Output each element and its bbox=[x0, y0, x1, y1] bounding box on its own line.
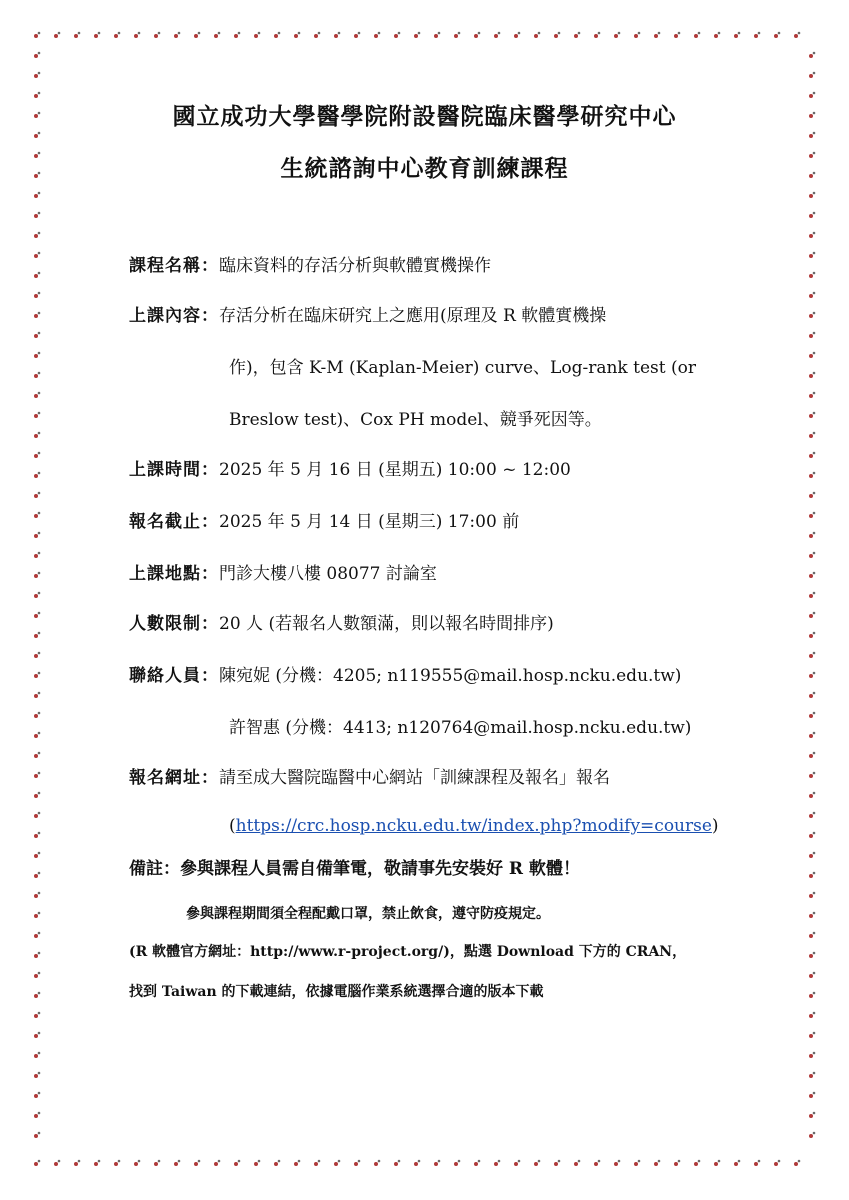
border-motif bbox=[274, 32, 280, 38]
border-motif bbox=[794, 32, 800, 38]
border-motif bbox=[809, 132, 815, 138]
web-label: 報名網址： bbox=[129, 768, 219, 788]
border-motif bbox=[809, 372, 815, 378]
contact-1: 陳宛妮 (分機：4205; n119555@mail.hosp.ncku.edu.tw) bbox=[219, 666, 682, 686]
border-motif bbox=[734, 32, 740, 38]
border-motif bbox=[374, 1160, 380, 1166]
course-name-row bbox=[129, 254, 491, 278]
border-motif bbox=[174, 1160, 180, 1166]
border-motif bbox=[594, 32, 600, 38]
deadline-row bbox=[129, 510, 519, 534]
border-motif bbox=[34, 232, 40, 238]
border-motif bbox=[314, 1160, 320, 1166]
border-motif bbox=[234, 32, 240, 38]
border-motif bbox=[114, 32, 120, 38]
border-motif bbox=[34, 1052, 40, 1058]
border-motif bbox=[809, 612, 815, 618]
border-motif bbox=[34, 432, 40, 438]
border-motif bbox=[809, 972, 815, 978]
border-motif bbox=[434, 1160, 440, 1166]
border-motif bbox=[34, 892, 40, 898]
border-motif bbox=[34, 612, 40, 618]
border-motif bbox=[514, 32, 520, 38]
border-motif bbox=[34, 252, 40, 258]
border-motif bbox=[774, 1160, 780, 1166]
border-motif bbox=[34, 1032, 40, 1038]
border-motif bbox=[414, 32, 420, 38]
border-motif bbox=[809, 412, 815, 418]
web-link-open: ( bbox=[229, 816, 236, 836]
border-motif bbox=[34, 512, 40, 518]
border-motif bbox=[34, 72, 40, 78]
border-motif bbox=[809, 512, 815, 518]
border-motif bbox=[574, 1160, 580, 1166]
border-motif bbox=[74, 1160, 80, 1166]
border-motif bbox=[154, 1160, 160, 1166]
border-motif bbox=[334, 32, 340, 38]
border-motif bbox=[634, 1160, 640, 1166]
note-line-2: 參與課程期間須全程配戴口罩，禁止飲食，遵守防疫規定。 bbox=[186, 906, 550, 922]
border-motif bbox=[34, 972, 40, 978]
border-motif bbox=[809, 832, 815, 838]
location-label: 上課地點： bbox=[129, 564, 219, 584]
border-motif bbox=[614, 1160, 620, 1166]
border-motif bbox=[474, 1160, 480, 1166]
border-motif bbox=[34, 472, 40, 478]
deadline-value: 2025 年 5 月 14 日 (星期三) 17:00 前 bbox=[219, 512, 520, 532]
border-motif bbox=[34, 372, 40, 378]
border-motif bbox=[254, 1160, 260, 1166]
border-motif bbox=[809, 912, 815, 918]
course-name-value: 臨床資料的存活分析與軟體實機操作 bbox=[219, 256, 491, 276]
border-motif bbox=[809, 452, 815, 458]
border-motif bbox=[809, 72, 815, 78]
border-motif bbox=[809, 952, 815, 958]
contact-label: 聯絡人員： bbox=[129, 666, 219, 686]
border-motif bbox=[34, 532, 40, 538]
border-motif bbox=[454, 32, 460, 38]
course-content-line3: Breslow test)、Cox PH model、競爭死因等。 bbox=[229, 410, 602, 430]
border-motif bbox=[34, 552, 40, 558]
limit-label: 人數限制： bbox=[129, 614, 219, 634]
border-motif bbox=[714, 1160, 720, 1166]
border-motif bbox=[809, 312, 815, 318]
border-motif bbox=[34, 32, 40, 38]
border-motif bbox=[34, 452, 40, 458]
border-motif bbox=[514, 1160, 520, 1166]
border-motif bbox=[34, 872, 40, 878]
border-motif bbox=[74, 32, 80, 38]
border-motif bbox=[34, 912, 40, 918]
border-motif bbox=[334, 1160, 340, 1166]
border-motif bbox=[809, 1092, 815, 1098]
border-motif bbox=[809, 872, 815, 878]
border-motif bbox=[34, 292, 40, 298]
web-row bbox=[129, 766, 610, 790]
border-motif bbox=[809, 1072, 815, 1078]
border-motif bbox=[34, 712, 40, 718]
border-motif bbox=[214, 32, 220, 38]
border-motif bbox=[34, 772, 40, 778]
border-motif bbox=[414, 1160, 420, 1166]
border-motif bbox=[774, 32, 780, 38]
border-motif bbox=[374, 32, 380, 38]
border-motif bbox=[174, 32, 180, 38]
border-motif bbox=[674, 32, 680, 38]
border-motif bbox=[34, 652, 40, 658]
border-motif bbox=[809, 192, 815, 198]
border-motif bbox=[809, 552, 815, 558]
border-motif bbox=[634, 32, 640, 38]
border-motif bbox=[54, 32, 60, 38]
border-motif bbox=[754, 1160, 760, 1166]
border-motif bbox=[194, 1160, 200, 1166]
border-motif bbox=[34, 932, 40, 938]
border-motif bbox=[809, 432, 815, 438]
border-motif bbox=[214, 1160, 220, 1166]
border-motif bbox=[394, 32, 400, 38]
border-motif bbox=[34, 792, 40, 798]
border-motif bbox=[154, 32, 160, 38]
border-motif bbox=[754, 32, 760, 38]
border-motif bbox=[809, 892, 815, 898]
border-motif bbox=[34, 1112, 40, 1118]
border-motif bbox=[434, 32, 440, 38]
border-motif bbox=[454, 1160, 460, 1166]
border-motif bbox=[809, 852, 815, 858]
border-motif bbox=[34, 192, 40, 198]
border-motif bbox=[809, 1012, 815, 1018]
course-time-value: 2025 年 5 月 16 日 (星期五) 10:00 ~ 12:00 bbox=[219, 460, 571, 480]
border-motif bbox=[34, 352, 40, 358]
border-motif bbox=[614, 32, 620, 38]
border-motif bbox=[134, 1160, 140, 1166]
web-link-close: ) bbox=[711, 816, 719, 836]
border-motif bbox=[34, 1160, 40, 1166]
border-motif bbox=[34, 212, 40, 218]
contact-2: 許智惠 (分機：4413; n120764@mail.hosp.ncku.edu.tw) bbox=[229, 718, 692, 738]
border-motif bbox=[809, 692, 815, 698]
border-motif bbox=[34, 392, 40, 398]
border-motif bbox=[114, 1160, 120, 1166]
border-motif bbox=[809, 572, 815, 578]
border-motif bbox=[474, 32, 480, 38]
border-motif bbox=[594, 1160, 600, 1166]
location-value: 門診大樓八樓 08077 討論室 bbox=[219, 564, 437, 584]
course-time-label: 上課時間： bbox=[129, 460, 219, 480]
page-subtitle: 生統諮詢中心教育訓練課程 bbox=[280, 155, 569, 182]
border-motif bbox=[34, 1012, 40, 1018]
border-motif bbox=[809, 212, 815, 218]
border-motif bbox=[34, 312, 40, 318]
border-motif bbox=[34, 812, 40, 818]
limit-value: 20 人 (若報名人數額滿，則以報名時間排序) bbox=[219, 614, 554, 634]
border-motif bbox=[134, 32, 140, 38]
border-motif bbox=[234, 1160, 240, 1166]
border-motif bbox=[809, 1132, 815, 1138]
border-motif bbox=[34, 52, 40, 58]
border-motif bbox=[554, 1160, 560, 1166]
border-motif bbox=[494, 32, 500, 38]
course-time-row bbox=[129, 458, 571, 482]
web-link-row bbox=[229, 814, 719, 838]
border-motif bbox=[194, 32, 200, 38]
border-motif bbox=[809, 792, 815, 798]
border-motif bbox=[809, 932, 815, 938]
location-row bbox=[129, 562, 437, 586]
border-motif bbox=[34, 132, 40, 138]
border-motif bbox=[354, 1160, 360, 1166]
border-motif bbox=[694, 1160, 700, 1166]
course-name-label: 課程名稱： bbox=[129, 256, 219, 276]
border-motif bbox=[809, 592, 815, 598]
border-motif bbox=[534, 32, 540, 38]
border-motif bbox=[694, 32, 700, 38]
border-motif bbox=[34, 752, 40, 758]
border-motif bbox=[34, 332, 40, 338]
border-motif bbox=[809, 532, 815, 538]
border-motif bbox=[809, 272, 815, 278]
border-motif bbox=[34, 632, 40, 638]
course-content-label: 上課內容： bbox=[129, 306, 219, 326]
note-line-4: 找到 Taiwan 的下載連結，依據電腦作業系統選擇合適的版本下載 bbox=[129, 984, 544, 1000]
border-motif bbox=[809, 672, 815, 678]
border-motif bbox=[54, 1160, 60, 1166]
border-motif bbox=[809, 392, 815, 398]
border-motif bbox=[494, 1160, 500, 1166]
border-motif bbox=[34, 272, 40, 278]
border-motif bbox=[314, 32, 320, 38]
border-motif bbox=[809, 1032, 815, 1038]
border-motif bbox=[354, 32, 360, 38]
border-motif bbox=[294, 1160, 300, 1166]
course-content-line1: 存活分析在臨床研究上之應用(原理及 R 軟體實機操 bbox=[219, 306, 607, 326]
border-motif bbox=[809, 472, 815, 478]
border-motif bbox=[809, 1112, 815, 1118]
course-content-line2: 作)，包含 K-M (Kaplan-Meier) curve、Log-rank test (or bbox=[229, 358, 696, 378]
border-motif bbox=[34, 1132, 40, 1138]
border-motif bbox=[809, 52, 815, 58]
border-motif bbox=[34, 1092, 40, 1098]
web-value: 請至成大醫院臨醫中心網站「訓練課程及報名」報名 bbox=[219, 768, 610, 788]
limit-row bbox=[129, 612, 554, 636]
border-motif bbox=[34, 412, 40, 418]
border-motif bbox=[809, 752, 815, 758]
course-content-row bbox=[129, 304, 606, 328]
border-motif bbox=[809, 292, 815, 298]
registration-link[interactable]: https://crc.hosp.ncku.edu.tw/index.php?modify=course bbox=[235, 816, 712, 836]
border-motif bbox=[34, 992, 40, 998]
border-motif bbox=[34, 732, 40, 738]
border-motif bbox=[654, 1160, 660, 1166]
border-motif bbox=[794, 1160, 800, 1166]
border-motif bbox=[809, 232, 815, 238]
contact-row bbox=[129, 664, 681, 688]
border-motif bbox=[574, 32, 580, 38]
border-motif bbox=[34, 492, 40, 498]
border-motif bbox=[294, 32, 300, 38]
border-motif bbox=[809, 992, 815, 998]
border-motif bbox=[274, 1160, 280, 1166]
border-motif bbox=[809, 252, 815, 258]
note-line-1: 備註：參與課程人員需自備筆電，敬請事先安裝好 R 軟體！ bbox=[129, 859, 580, 879]
border-motif bbox=[534, 1160, 540, 1166]
border-motif bbox=[809, 772, 815, 778]
border-motif bbox=[734, 1160, 740, 1166]
border-motif bbox=[809, 652, 815, 658]
border-motif bbox=[34, 1072, 40, 1078]
note-line-3: (R 軟體官方網址：http://www.r-project.org/)，點選 Download 下方的 CRAN， bbox=[129, 944, 687, 960]
border-motif bbox=[674, 1160, 680, 1166]
border-motif bbox=[809, 712, 815, 718]
deadline-label: 報名截止： bbox=[129, 512, 219, 532]
border-motif bbox=[34, 952, 40, 958]
border-motif bbox=[809, 352, 815, 358]
border-motif bbox=[809, 1052, 815, 1058]
border-motif bbox=[809, 812, 815, 818]
border-motif bbox=[34, 832, 40, 838]
border-motif bbox=[94, 1160, 100, 1166]
border-motif bbox=[809, 332, 815, 338]
border-motif bbox=[809, 732, 815, 738]
border-motif bbox=[34, 692, 40, 698]
border-motif bbox=[254, 32, 260, 38]
border-motif bbox=[34, 852, 40, 858]
border-motif bbox=[34, 672, 40, 678]
border-motif bbox=[34, 572, 40, 578]
border-motif bbox=[34, 592, 40, 598]
border-motif bbox=[94, 32, 100, 38]
border-motif bbox=[809, 632, 815, 638]
border-motif bbox=[394, 1160, 400, 1166]
border-motif bbox=[654, 32, 660, 38]
border-motif bbox=[809, 492, 815, 498]
border-motif bbox=[554, 32, 560, 38]
page-title: 國立成功大學醫學院附設醫院臨床醫學研究中心 bbox=[172, 103, 677, 130]
border-motif bbox=[714, 32, 720, 38]
